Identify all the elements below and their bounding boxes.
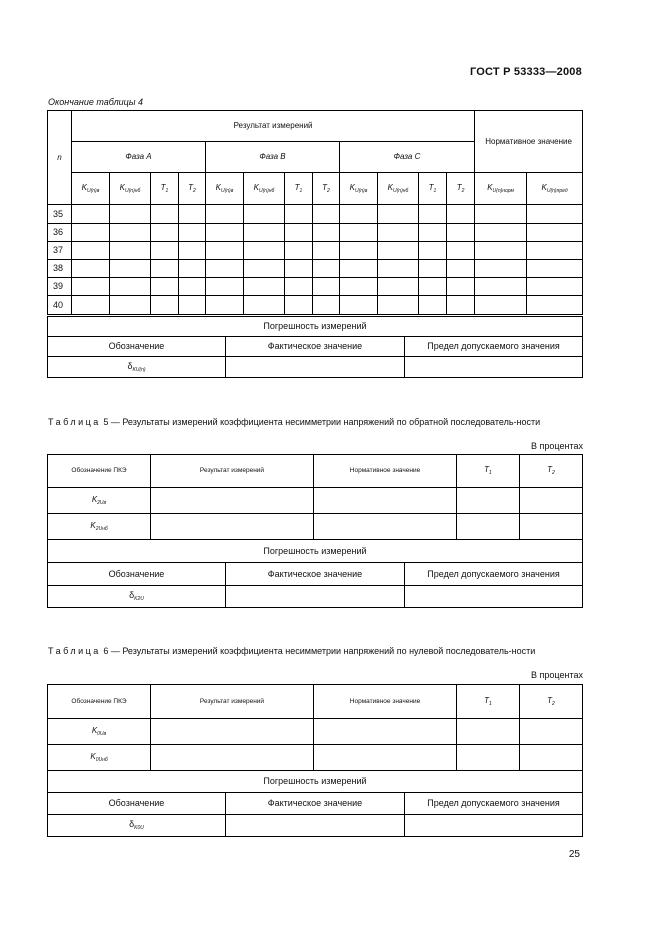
table-row bbox=[48, 278, 583, 296]
result-header: Результат измерений bbox=[72, 111, 475, 142]
t2-header: $T_2$ bbox=[447, 173, 475, 205]
row-number: 40 bbox=[48, 296, 72, 315]
table-row bbox=[48, 260, 583, 278]
table-row bbox=[48, 242, 583, 260]
table6-error bbox=[47, 770, 583, 837]
table5 bbox=[47, 454, 583, 540]
k-uv-header: $K_{U(n)в}$ bbox=[340, 173, 378, 205]
error-symbol: $\delta_{K2U}$ bbox=[48, 586, 226, 608]
error-col-actual: Фактическое значение bbox=[226, 563, 405, 586]
table-row bbox=[48, 745, 583, 771]
table-row bbox=[48, 224, 583, 242]
col-result: Результат измерений bbox=[151, 685, 314, 719]
pke-symbol: $K_{0Uв}$ bbox=[48, 719, 151, 745]
phase-a-header: Фаза А bbox=[72, 142, 206, 173]
row-number: 39 bbox=[48, 278, 72, 296]
row-number: 36 bbox=[48, 224, 72, 242]
col-t2: $T_2$ bbox=[520, 685, 583, 719]
document-code: ГОСТ Р 53333—2008 bbox=[470, 66, 582, 78]
table-row bbox=[48, 514, 583, 540]
error-title: Погрешность измерений bbox=[48, 317, 583, 337]
error-col-designation: Обозначение bbox=[48, 563, 226, 586]
col-designation: Обозначение ПКЭ bbox=[48, 455, 151, 488]
col-result: Результат измерений bbox=[151, 455, 314, 488]
table4-caption: Окончание таблицы 4 bbox=[48, 97, 143, 107]
col-t1: $T_1$ bbox=[457, 685, 520, 719]
k-uv-header: $K_{U(n)в}$ bbox=[72, 173, 110, 205]
col-designation: Обозначение ПКЭ bbox=[48, 685, 151, 719]
col-n-header: n bbox=[48, 111, 72, 205]
k-unb-header: $K_{U(n)нб}$ bbox=[110, 173, 151, 205]
row-number: 38 bbox=[48, 260, 72, 278]
phase-b-header: Фаза В bbox=[206, 142, 340, 173]
row-number: 35 bbox=[48, 205, 72, 224]
pke-symbol: $K_{2Uв}$ bbox=[48, 488, 151, 514]
table5-error bbox=[47, 539, 583, 608]
col-t2: $T_2$ bbox=[520, 455, 583, 488]
t2-header: $T_2$ bbox=[179, 173, 206, 205]
error-symbol: $\delta_{KU(n)}$ bbox=[48, 357, 226, 378]
phase-c-header: Фаза С bbox=[340, 142, 475, 173]
error-col-designation: Обозначение bbox=[48, 337, 226, 357]
table6-units: В процентах bbox=[531, 670, 583, 680]
col-norm: Нормативное значение bbox=[314, 455, 457, 488]
table-row bbox=[48, 205, 583, 224]
error-col-designation: Обозначение bbox=[48, 793, 226, 815]
table6-caption: Таблица 6 — Результаты измерений коэффициента несимметрии напряжений по нулевой последователь-ности bbox=[48, 646, 536, 656]
t1-header: $T_1$ bbox=[151, 173, 179, 205]
error-col-limit: Предел допускаемого значения bbox=[405, 337, 583, 357]
error-col-limit: Предел допускаемого значения bbox=[405, 563, 583, 586]
k-unb-header: $K_{U(n)нб}$ bbox=[378, 173, 419, 205]
table-row bbox=[48, 296, 583, 315]
pke-symbol: $K_{0Uнб}$ bbox=[48, 745, 151, 771]
table-row bbox=[48, 719, 583, 745]
table4 bbox=[47, 110, 583, 315]
t1-header: $T_1$ bbox=[285, 173, 313, 205]
error-col-limit: Предел допускаемого значения bbox=[405, 793, 583, 815]
k-unb-header: $K_{U(n)нб}$ bbox=[244, 173, 285, 205]
subheader-row bbox=[48, 173, 583, 205]
table5-caption: Таблица 5 — Результаты измерений коэффициента несимметрии напряжений по обратной последователь-ности bbox=[48, 417, 541, 427]
table4-error bbox=[47, 316, 583, 378]
error-symbol: $\delta_{K0U}$ bbox=[48, 815, 226, 837]
page-number: 25 bbox=[568, 849, 580, 860]
col-norm: Нормативное значение bbox=[314, 685, 457, 719]
table6 bbox=[47, 684, 583, 771]
k-uv-header: $K_{U(n)в}$ bbox=[206, 173, 244, 205]
error-col-actual: Фактическое значение bbox=[226, 337, 405, 357]
t1-header: $T_1$ bbox=[419, 173, 447, 205]
error-title: Погрешность измерений bbox=[48, 771, 583, 793]
pke-symbol: $K_{2Uнб}$ bbox=[48, 514, 151, 540]
k-norm-header: $K_{U(n)норм}$ bbox=[475, 173, 527, 205]
norm-header: Нормативное значение bbox=[475, 111, 583, 173]
error-title: Погрешность измерений bbox=[48, 540, 583, 563]
col-t1: $T_1$ bbox=[457, 455, 520, 488]
table-row bbox=[48, 488, 583, 514]
k-pred-header: $K_{U(n)пред}$ bbox=[527, 173, 583, 205]
t2-header: $T_2$ bbox=[313, 173, 340, 205]
error-col-actual: Фактическое значение bbox=[226, 793, 405, 815]
table5-units: В процентах bbox=[531, 441, 583, 451]
row-number: 37 bbox=[48, 242, 72, 260]
